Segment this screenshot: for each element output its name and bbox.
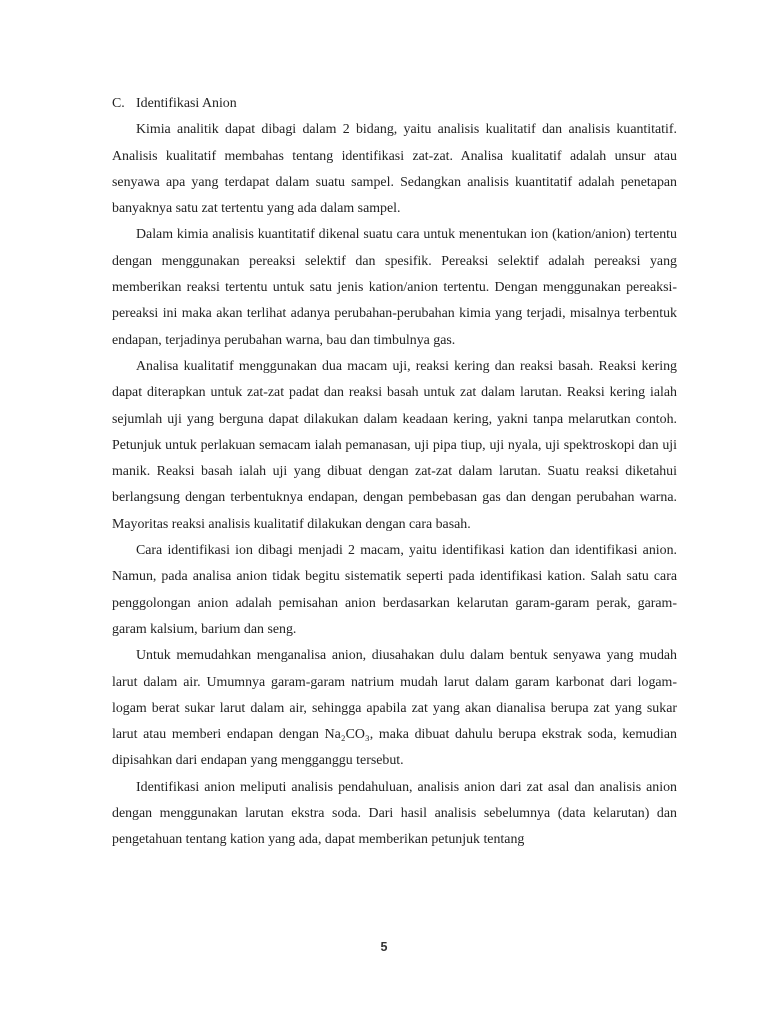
section-title: Identifikasi Anion: [136, 96, 237, 111]
section-heading: [112, 91, 677, 117]
paragraph-3: Analisa kualitatif menggunakan dua macam uji, reaksi kering dan reaksi basah. Reaksi kering dapat diterapkan untuk zat-zat padat dan reaksi basah untuk zat dalam larutan. Reaksi kering ialah sejumlah uji yang berguna dapat dilakukan dalam keadaan kering, yakni tanpa melarutkan contoh. Petunjuk untuk perlakuan semacam ialah pemanasan, uji pipa tiup, uji nyala, uji spektroskopi dan uji manik. Reaksi basah ialah uji yang dibuat dengan zat-zat dalam larutan. Suatu reaksi diketahui berlangsung dengan terbentuknya endapan, dengan pembebasan gas dan dengan perubahan warna. Mayoritas reaksi analisis kualitatif dilakukan dengan cara basah.: [112, 358, 677, 532]
section-number: C.: [112, 96, 125, 111]
page-number: 5: [380, 940, 388, 954]
paragraph-2: Dalam kimia analisis kuantitatif dikenal suatu cara untuk menentukan ion (kation/anion) tertentu dengan menggunakan pereaksi selektif dan spesifik. Pereaksi selektif adalah pereaksi yang memberikan reaksi tertentu untuk satu jenis kation/anion tertentu. Dengan menggunakan pereaksi-pereaksi ini maka akan terlihat adanya perubahan-perubahan kimia yang terjadi, misalnya terbentuk endapan, terjadinya perubahan warna, bau dan timbulnya gas.: [112, 227, 677, 348]
paragraph-5: Untuk memudahkan menganalisa anion, diusahakan dulu dalam bentuk senyawa yang mudah larut dalam air. Umumnya garam-garam natrium mudah larut dalam garam karbonat dari logam-logam berat sukar larut dalam air, sehingga apabila zat yang akan dianalisa berupa zat yang sukar larut atau memberi endapan dengan Na₂CO₃, maka dibuat dahulu berupa ekstrak soda, kemudian dipisahkan dari endapan yang mengganggu tersebut.: [112, 648, 677, 769]
paragraph-6: Identifikasi anion meliputi analisis pendahuluan, analisis anion dari zat asal dan analisis anion dengan menggunakan larutan ekstra soda. Dari hasil analisis sebelumnya (data kelarutan) dan pengetahuan tentang kation yang ada, dapat memberikan petunjuk tentang: [112, 779, 677, 848]
paragraph-4: Cara identifikasi ion dibagi menjadi 2 macam, yaitu identifikasi kation dan identifikasi anion. Namun, pada analisa anion tidak begitu sistematik seperti pada identifikasi kation. Salah satu cara penggolongan anion adalah pemisahan anion berdasarkan kelarutan garam-garam perak, garam-garam kalsium, barium dan seng.: [112, 543, 677, 637]
page-content: [112, 91, 677, 854]
paragraph-1: Kimia analitik dapat dibagi dalam 2 bidang, yaitu analisis kualitatif dan analisis kuantitatif. Analisis kualitatif membahas tentang identifikasi zat-zat. Analisa kualitatif adalah unsur atau senyawa apa yang terdapat dalam suatu sampel. Sedangkan analisis kuantitatif adalah penetapan banyaknya satu zat tertentu yang ada dalam sampel.: [112, 122, 677, 217]
